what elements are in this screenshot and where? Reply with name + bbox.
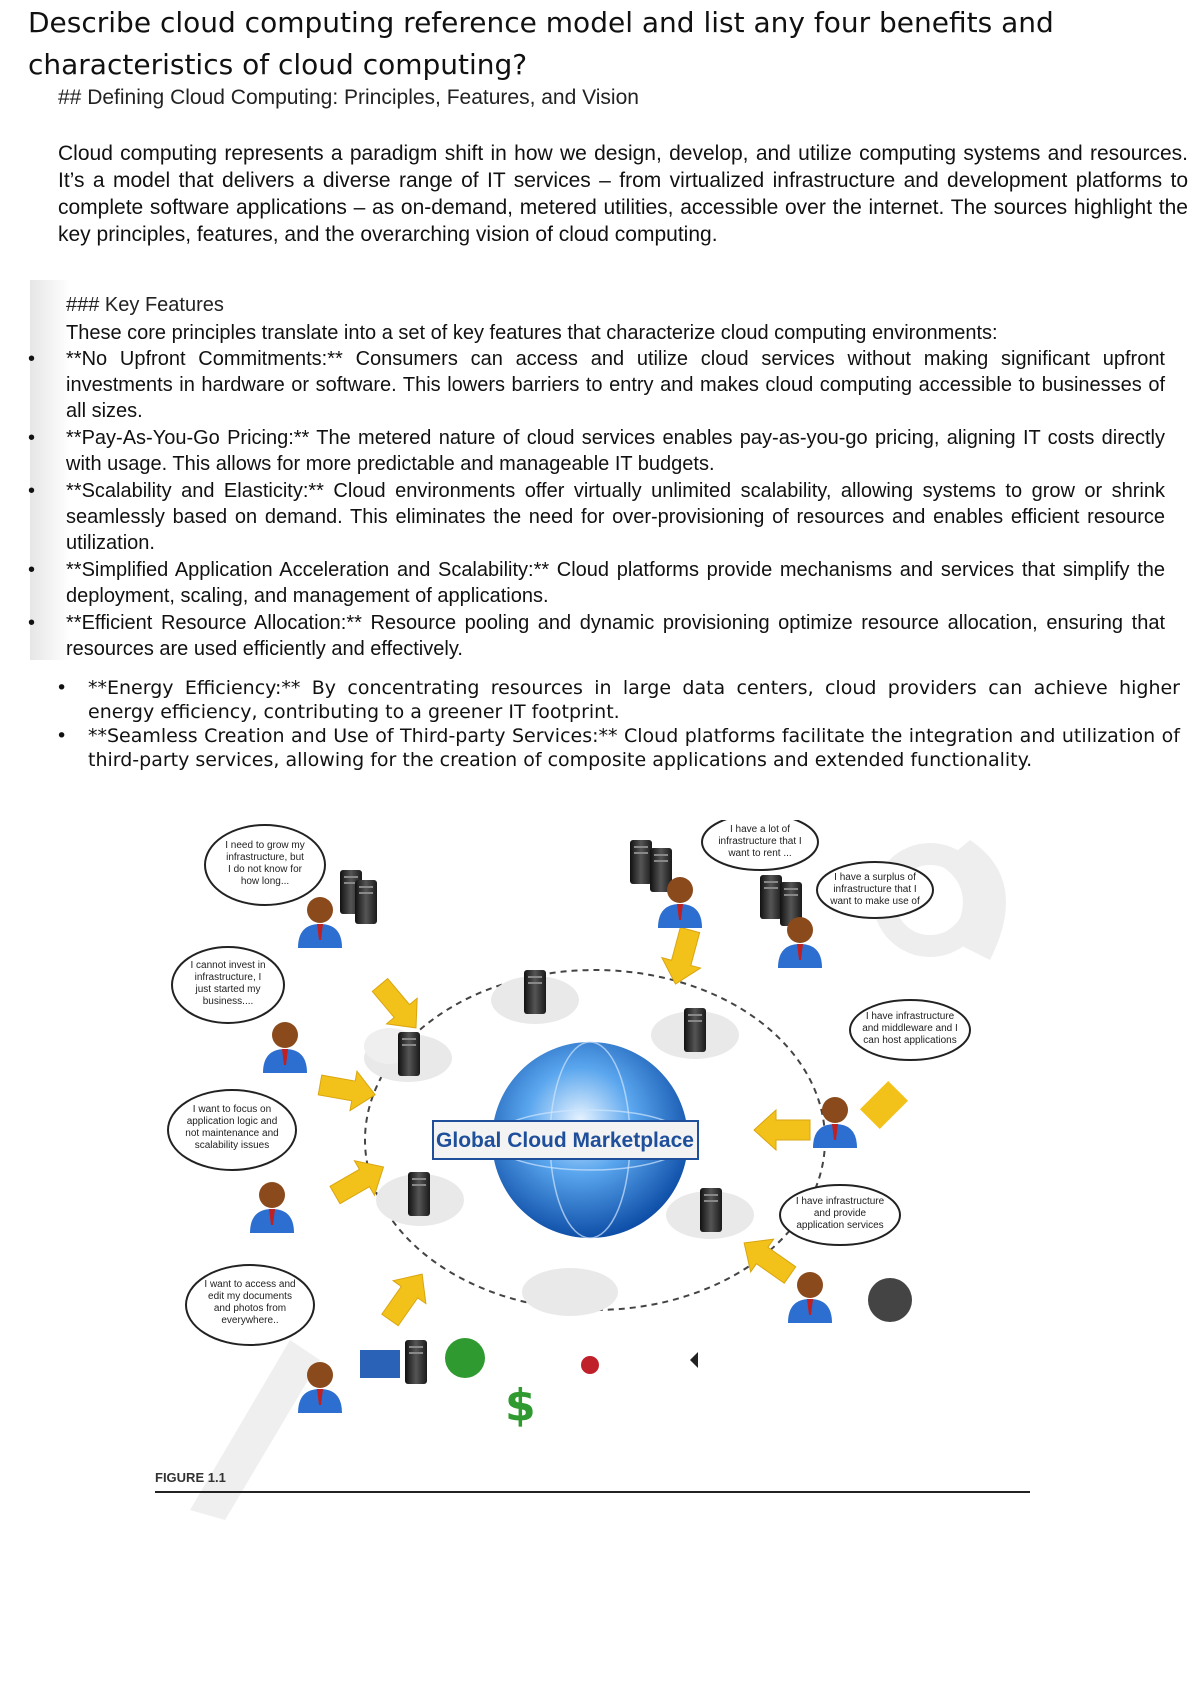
section-heading: ## Defining Cloud Computing: Principles, Features, and Vision [58,86,639,109]
list-item [0,676,1180,724]
bubble-line: want to make use of [830,896,920,907]
bubble-line: business.... [202,996,254,1007]
film-reel-icon [868,1278,912,1322]
list-item [0,478,1165,556]
feature-text: **Scalability and Elasticity:** Cloud environments offer virtually unlimited scalability, allowing systems to grow or shrink seamlessly based on demand. This eliminates the need for over-provisioning of resources and enables efficient resource utilization. [66,480,1165,554]
bullet-icon: • [28,480,36,502]
speech-bubble [186,1265,314,1345]
plug-icon [650,1352,698,1368]
server-icon [760,875,782,919]
speech-bubble [168,1090,296,1170]
feature-text: **No Upfront Commitments:** Consumers can access and utilize cloud services without making significant upfront investments in hardware or software. This lowers barriers to entry and makes cloud computing accessible to businesses of all sizes. [66,348,1165,422]
server-icon [405,1340,427,1384]
person-icon [788,1272,832,1323]
bubble-line: I have infrastructure [795,1196,885,1207]
speech-bubble [205,825,325,905]
speech-bubble [702,820,818,870]
bubble-line: infrastructure that I [718,836,802,847]
bubble-line: and middleware and I [862,1023,958,1034]
figure-caption: FIGURE 1.1 [155,1470,226,1485]
bubble-line: I cannot invest in [190,960,266,971]
bullet-icon: • [28,612,36,634]
key-features-list [0,346,1165,663]
bullet-icon: • [28,427,36,449]
bubble-line: application services [796,1220,884,1231]
speech-bubble [817,862,933,918]
feature-text: **Seamless Creation and Use of Third-party Services:** Cloud platforms facilitate the integration and utilization of third-party services, allowing for the creation of composite applications and extended functionality. [88,725,1180,771]
green-globe-icon [445,1338,485,1378]
dollar-icon: $ [505,1380,536,1431]
list-item [0,346,1165,424]
bubble-line: not maintenance and [185,1128,279,1139]
feature-text: **Efficient Resource Allocation:** Resource pooling and dynamic provisioning optimize resource allocation, ensuring that resources are used efficiently and effectively. [66,612,1165,660]
bubble-line: infrastructure, but [226,852,304,863]
bubble-line: want to rent ... [728,848,792,859]
figure-canvas [150,820,1050,1580]
arrow-icon [656,925,709,989]
bubble-line: I need to grow my [225,840,305,851]
svg-text:I have a surplus ofinfrastruct [829,872,920,907]
cloud-marketplace-figure [150,820,1050,1580]
key-features-lead: These core principles translate into a set of key features that characterize cloud computing environments: [66,322,998,344]
feature-text: **Pay-As-You-Go Pricing:** The metered nature of cloud services enables pay-as-you-go pricing, aligning IT costs directly with usage. This allows for more predictable and manageable IT budgets. [66,427,1165,475]
cloud-node [376,1172,464,1226]
cloud-node [651,1008,739,1059]
svg-text:I want to focus onapplication [185,1104,278,1151]
list-item [0,724,1180,772]
intro-paragraph: Cloud computing represents a paradigm shift in how we design, develop, and utilize computing systems and resources. It’s a model that delivers a diverse range of IT services – from virtualized infrastructure and development platforms to complete software applications – as on-demand, metered utilities, accessible over the internet. The sources highlight the key principles, features, and the overarching vision of cloud computing. [58,142,1188,246]
server-icon [355,880,377,924]
cloud-node [491,970,579,1024]
person-icon [250,1182,294,1233]
pin-icon [581,1356,599,1374]
bullet-icon: • [56,677,68,699]
server-icon [630,840,652,884]
key-features-heading: ### Key Features [66,294,224,316]
question-title: Describe cloud computing reference model and list any four benefits and characteristics of cloud computing? [28,6,1054,81]
speech-bubble [850,1000,970,1060]
bubble-line: I do not know for [228,864,302,875]
cloud-node [364,1028,452,1082]
bubble-line: I want to focus on [192,1104,272,1115]
speech-bubble [172,947,284,1023]
bubble-line: and provide [813,1208,867,1219]
cloud-node [522,1268,618,1316]
person-icon [263,1022,307,1073]
svg-text:I have infrastructureand middl [862,1011,958,1046]
bubble-line: scalability issues [194,1140,270,1151]
bullet-icon: • [56,725,68,747]
bubble-line: can host applications [863,1035,957,1046]
bubble-line: infrastructure that I [833,884,917,895]
bubble-line: just started my [195,984,261,995]
list-item [0,425,1165,477]
arrow-icon [733,1226,802,1291]
arrow-icon [754,1110,810,1150]
list-item [0,557,1165,609]
list-item [0,610,1165,662]
person-icon [813,1097,857,1148]
bullet-icon: • [28,348,36,370]
feature-text: **Simplified Application Acceleration and Scalability:** Cloud platforms provide mechanisms and services that simplify the deployment, scaling, and management of applications. [66,559,1165,607]
bubble-line: I have infrastructure [865,1011,955,1022]
bubble-line: and photos from [213,1303,287,1314]
bubble-line: how long... [240,876,290,887]
speech-bubble [780,1185,900,1245]
arrow-icon [374,1263,439,1332]
bubble-line: I want to access and [204,1279,296,1290]
bullet-icon: • [28,559,36,581]
center-label: Global Cloud Marketplace [436,1129,694,1152]
person-icon [298,897,342,948]
feature-text: **Energy Efficiency:** By concentrating resources in large data centers, cloud providers can achieve higher energy efficiency, contributing to a greener IT footprint. [88,677,1180,723]
svg-text:I have a lot ofinfrastructure [718,824,801,859]
extra-features-list [0,676,1180,772]
bubble-line: edit my documents [208,1291,292,1302]
bubble-line: application logic and [186,1116,278,1127]
gear-icon [860,1081,908,1129]
bubble-line: I have a lot of [729,824,791,835]
cloud-node [666,1188,754,1239]
bubble-line: I have a surplus of [834,872,916,883]
bubble-line: infrastructure, I [194,972,262,983]
bubble-line: everywhere.. [221,1315,279,1326]
computer-icon [360,1350,400,1378]
